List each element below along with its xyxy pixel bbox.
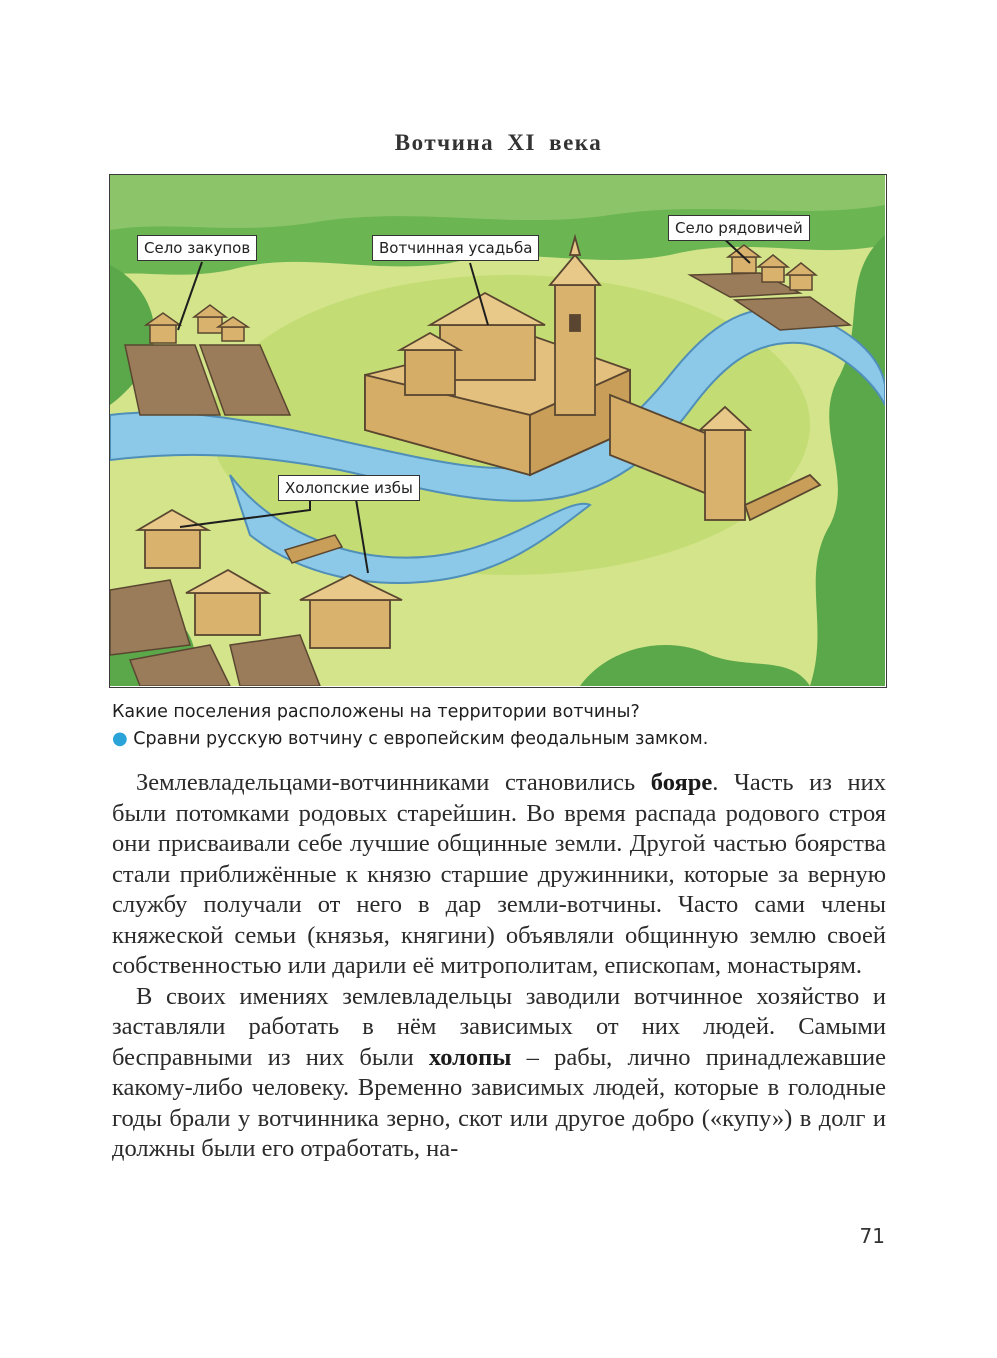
caption-question: Какие поселения расположены на территории вотчины? bbox=[112, 702, 640, 722]
figure-title: Вотчина XI века bbox=[394, 130, 603, 155]
paragraph-2: В своих имениях землевладельцы заводили вотчинное хозяйство и заставляли работать в нём зависимых от них людей. Самыми бесправными из них были холопы – рабы, лично принадлежавшие какому-либо человеку. Временно зависимых людей, которые в голодные годы брали у вотчинника зерно, скот или другое добро («купу») в долг и должны были его отработать, на- bbox=[112, 982, 886, 1162]
bullet-icon: ● bbox=[112, 728, 128, 749]
body-text bbox=[112, 768, 886, 1165]
label-kholop-huts: Холопские избы bbox=[278, 475, 420, 501]
term-kholopy: холопы bbox=[428, 1043, 512, 1071]
term-boyare: бояре bbox=[650, 769, 713, 796]
label-estate: Вотчинная усадьба bbox=[372, 235, 539, 261]
label-village-zakupy: Село закупов bbox=[137, 235, 257, 261]
paragraph-1: Землевладельцами-вотчинниками становились бояре. Часть из них были потомками родовых старейшин. Во время распада родового строя они присваивали себе лучшие общинные земли. Другой частью боярства стали приближённые к князю старшие дружинники, которые за верную службу получали от него в дар земли-вотчины. Часто сами члены княжеской семьи (князья, княгини) объявляли общинную землю своей собственностью или дарили её митрополитам, епископам, монастырям. bbox=[112, 769, 886, 979]
estate-illustration bbox=[109, 174, 887, 688]
caption-task-text: Сравни русскую вотчину с европейским феодальным замком. bbox=[133, 729, 709, 749]
caption-task bbox=[112, 728, 708, 749]
page-number: 71 bbox=[859, 1224, 885, 1248]
label-village-ryadovichi: Село рядовичей bbox=[668, 215, 810, 241]
